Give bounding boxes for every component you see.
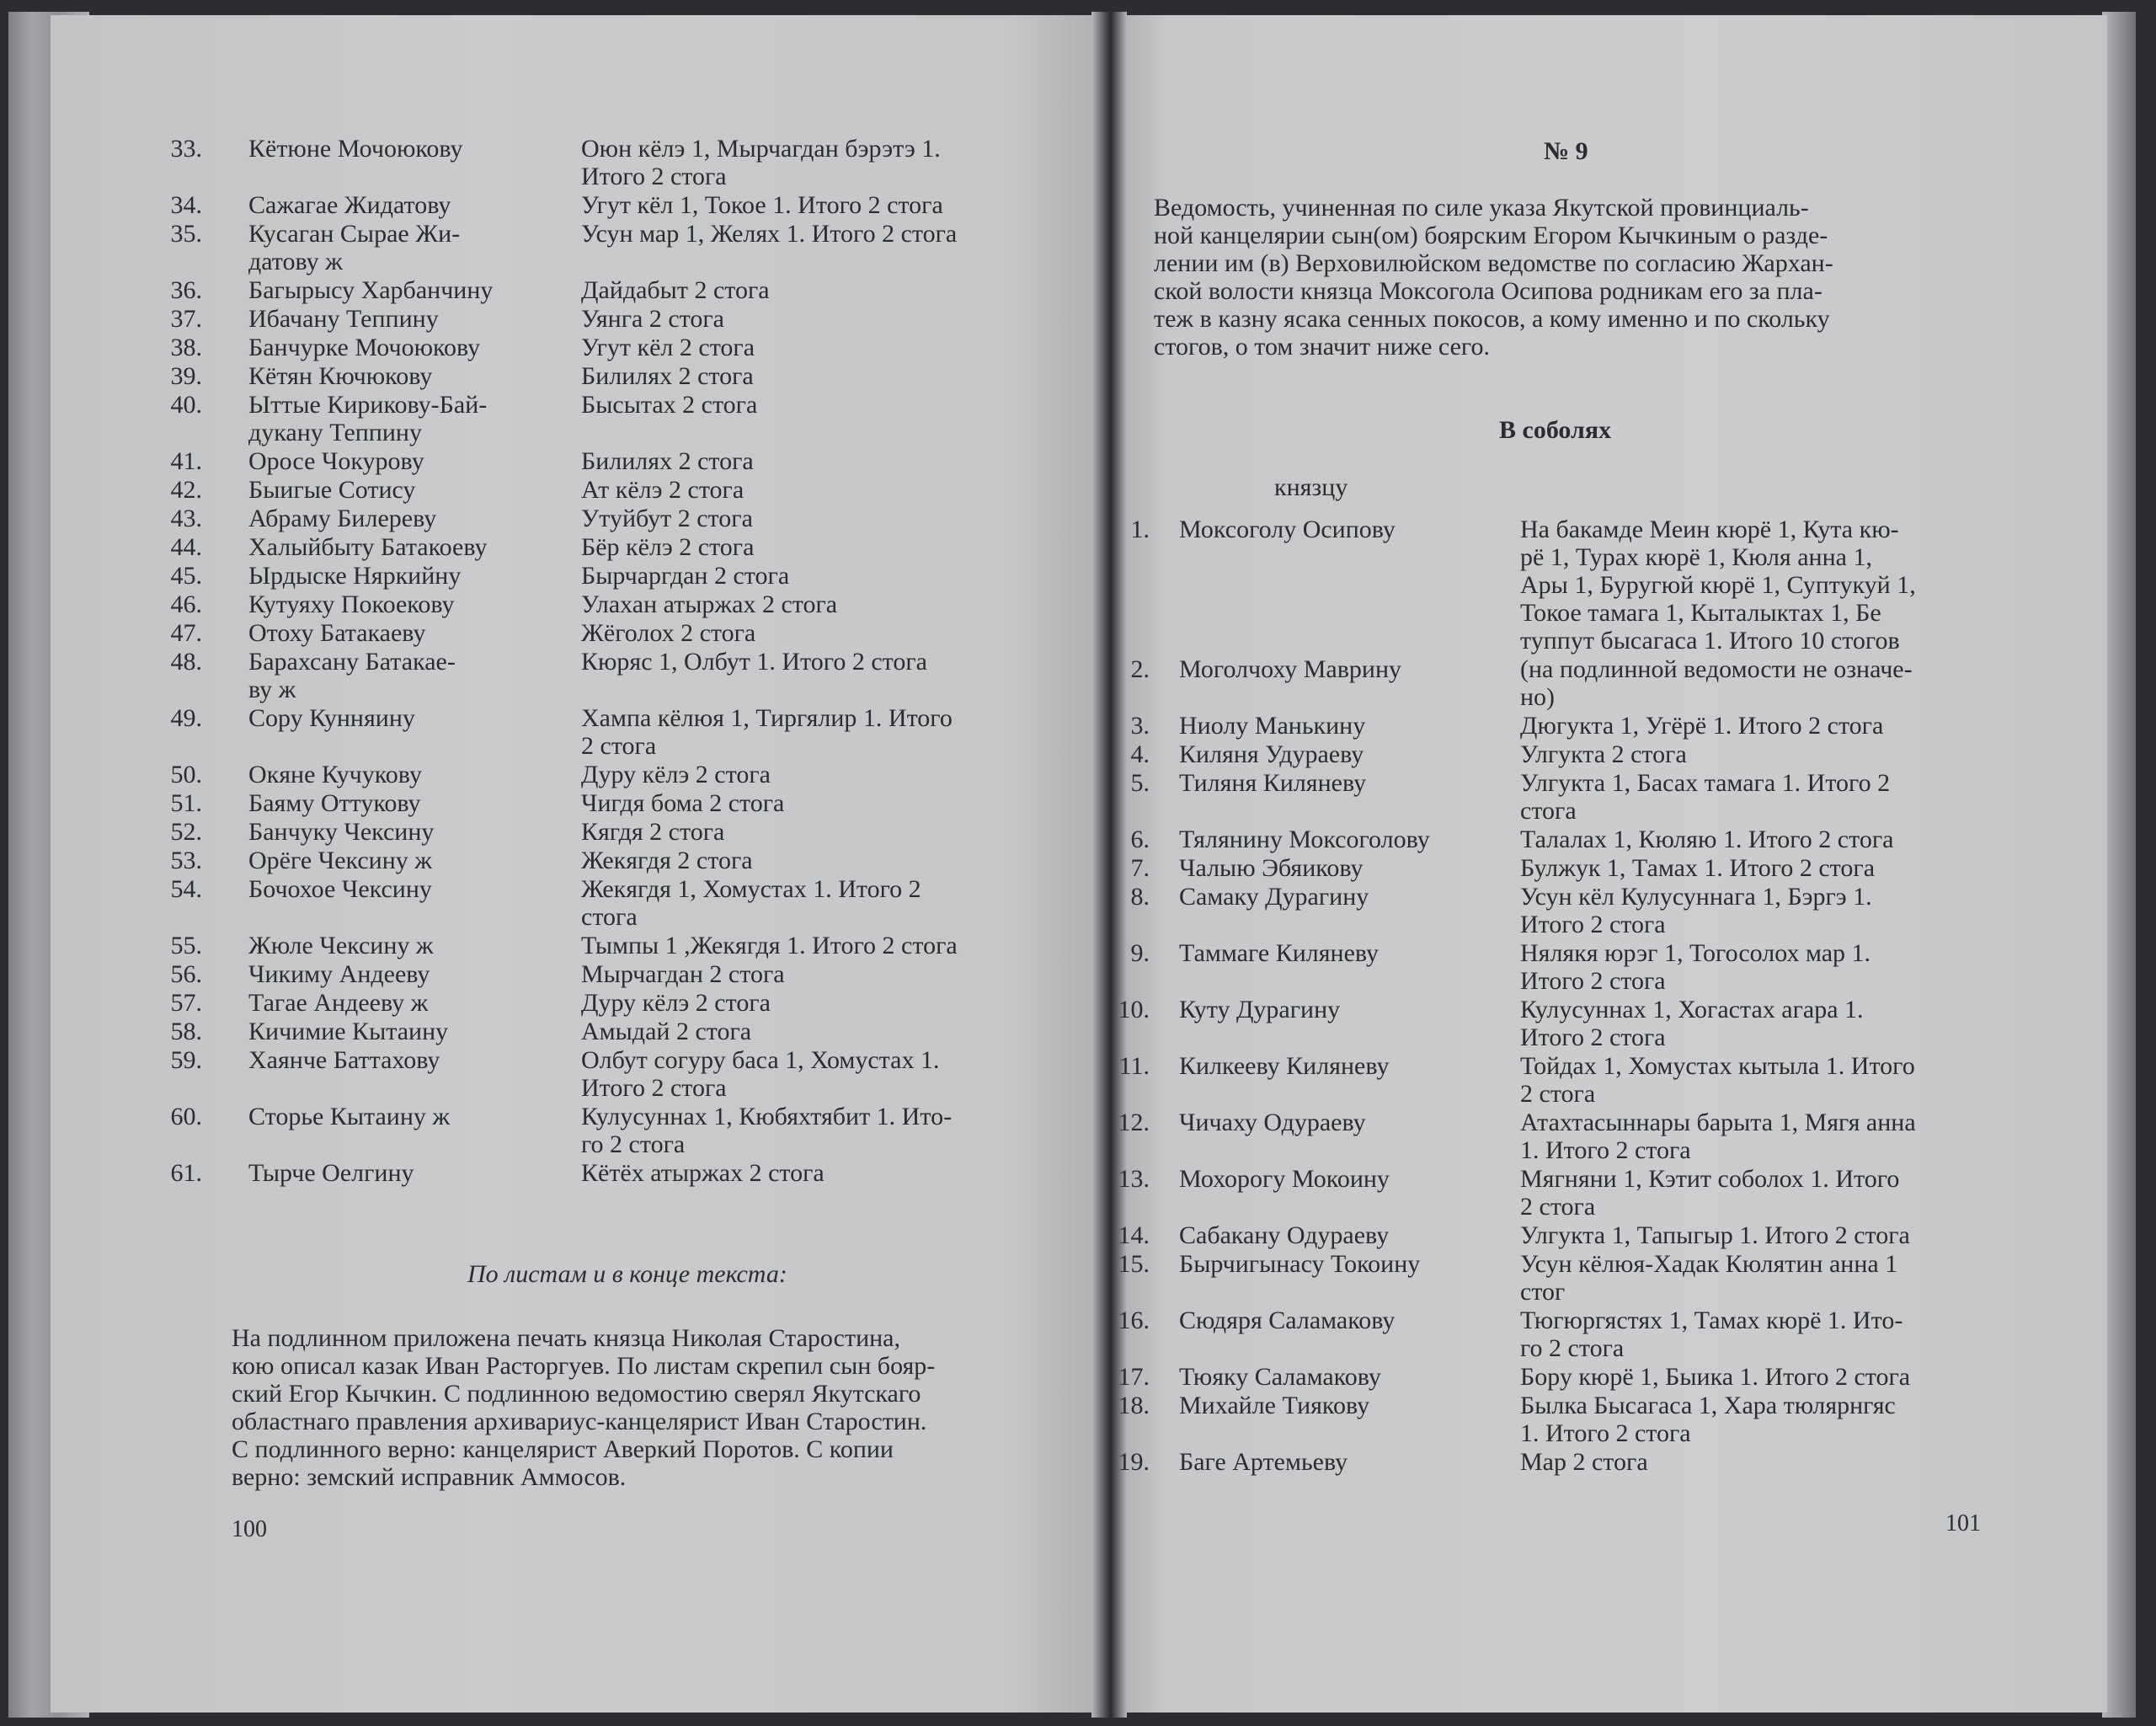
entry-value-line: туппут бысагаса 1. Итого 10 стогов — [1520, 627, 1900, 655]
entry-value-line: Кётёх атыржах 2 стога — [581, 1159, 825, 1187]
entry-value-line: Жёголох 2 стога — [581, 619, 756, 647]
entry-value-line: Билилях 2 стога — [581, 362, 754, 390]
paragraph-line: теж в казну ясака сенных покосов, а кому именно и по скольку — [1154, 305, 1830, 333]
entry-number: 35. — [170, 220, 202, 248]
entry-number: 7. — [1130, 854, 1150, 882]
entry-value-line: Утуйбут 2 стога — [581, 505, 753, 532]
entry-value-line: Тойдах 1, Хомустах кытыла 1. Итого — [1520, 1052, 1915, 1080]
entry-name-line: Халыйбыту Батакоеву — [248, 533, 488, 561]
entry-value-line: Кягдя 2 стога — [581, 818, 725, 846]
entry-number: 61. — [170, 1159, 202, 1187]
entry-value-line: (на подлинной ведомости не означе- — [1520, 655, 1913, 683]
entry-name-line: Быигые Сотису — [248, 476, 416, 504]
entry-number: 50. — [170, 761, 202, 788]
entry-name-line: Куту Дурагину — [1179, 996, 1341, 1023]
left-subheading: По листам и в конце текста: — [467, 1260, 787, 1288]
entry-number: 40. — [170, 391, 202, 419]
paragraph-line: ной канцелярии сын(ом) боярским Егором Кычкиным о разде- — [1154, 222, 1828, 249]
entry-value-line: 1. Итого 2 стога — [1520, 1136, 1691, 1164]
entry-number: 2. — [1130, 655, 1150, 683]
entry-value-line: Тымпы 1 ,Жекягдя 1. Итого 2 стога — [581, 932, 958, 959]
entry-value-line: Угут кёл 2 стога — [581, 334, 755, 361]
entry-name-line: Киляня Удураеву — [1179, 740, 1364, 768]
entry-name-line: Хаянче Баттахову — [248, 1046, 440, 1074]
entry-value-line: Кулусуннах 1, Хогастах агара 1. — [1520, 996, 1864, 1023]
entry-value-line: но) — [1520, 683, 1556, 711]
entry-value-line: Улахан атыржах 2 стога — [581, 590, 838, 618]
entry-name-line: Бырчигынасу Токоину — [1179, 1250, 1421, 1278]
entry-number: 3. — [1130, 712, 1150, 740]
entry-number: 46. — [170, 590, 202, 618]
entry-number: 39. — [170, 362, 202, 390]
entry-value-line: Ары 1, Буругюй кюрё 1, Суптукуй 1, — [1520, 571, 1916, 599]
entry-value-line: Бору кюрё 1, Быика 1. Итого 2 стога — [1520, 1363, 1911, 1391]
left-page-number: 100 — [232, 1516, 267, 1542]
entry-value-line: Кюряс 1, Олбут 1. Итого 2 стога — [581, 648, 927, 676]
entry-value-line: го 2 стога — [581, 1130, 686, 1158]
entry-name-line: Тиляня Киляневу — [1179, 769, 1367, 797]
entry-number: 34. — [170, 191, 202, 219]
entry-name-line: Тагае Андееву ж — [248, 989, 429, 1017]
entry-name-line: Чикиму Андееву — [248, 960, 430, 988]
section-heading: В соболях — [1499, 416, 1612, 444]
entry-value-line: 2 стога — [581, 732, 657, 760]
document-number: № 9 — [1544, 137, 1588, 165]
entry-value-line: Дюгукта 1, Угёрё 1. Итого 2 стога — [1520, 712, 1884, 740]
paragraph-line: ский Егор Кычкин. С подлинною ведомостию сверял Якутскаго — [232, 1380, 921, 1408]
entry-number: 15. — [1118, 1250, 1150, 1278]
entry-value-line: Оюн кёлэ 1, Мырчагдан бэрэтэ 1. — [581, 135, 941, 163]
entry-value-line: Усун кёлюя-Хадак Кюлятин анна 1 — [1520, 1250, 1898, 1278]
entry-name-line: Моксоголу Осипову — [1179, 516, 1396, 543]
entry-number: 45. — [170, 562, 202, 590]
entry-name-line: Кусаган Сырае Жи- — [248, 220, 461, 248]
entry-value-line: Дайдабыт 2 стога — [581, 276, 770, 304]
entry-value-line: стога — [1520, 797, 1577, 825]
paragraph-line: кою описал казак Иван Расторгуев. По листам скрепил сын бояр- — [232, 1352, 936, 1380]
entry-value-line: Талалах 1, Кюляю 1. Итого 2 стога — [1520, 826, 1894, 853]
left-closing-paragraph — [232, 1324, 935, 1491]
entry-number: 48. — [170, 648, 202, 676]
entry-value-line: 2 стога — [1520, 1080, 1596, 1108]
entry-number: 10. — [1118, 996, 1150, 1023]
entry-name-line: Оросе Чокурову — [248, 447, 424, 475]
right-page-number: 101 — [1945, 1510, 1981, 1536]
entry-number: 53. — [170, 847, 202, 874]
entry-value-line: Улгукта 2 стога — [1520, 740, 1687, 768]
entry-number: 19. — [1118, 1448, 1150, 1476]
entry-name-line: Чичаху Одураеву — [1179, 1109, 1366, 1136]
entry-number: 18. — [1118, 1392, 1150, 1419]
entry-name-line: Кичимие Кытаину — [248, 1018, 449, 1045]
entry-number: 12. — [1118, 1109, 1150, 1136]
entry-value-line: Былка Бысагаса 1, Хара тюлярнгяс — [1520, 1392, 1896, 1419]
entry-number: 37. — [170, 305, 202, 333]
entry-name-line: Кётюне Мочоюкову — [248, 135, 463, 163]
entry-name-line: Таммаге Киляневу — [1179, 939, 1380, 967]
paragraph-line: Ведомость, учиненная по силе указа Якутской провинциаль- — [1154, 194, 1809, 222]
entry-value-line: рё 1, Турах кюрё 1, Кюля анна 1, — [1520, 543, 1872, 571]
entry-number: 9. — [1130, 939, 1150, 967]
entry-name-line: Моголчоху Маврину — [1179, 655, 1402, 683]
entry-name-line: датову ж — [248, 248, 343, 275]
entry-value-line: Токое тамага 1, Кыталыктах 1, Бе — [1520, 599, 1881, 627]
entry-name-line: ву ж — [248, 676, 296, 703]
entry-number: 41. — [170, 447, 202, 475]
entry-name-line: Банчурке Мочоюкову — [248, 334, 481, 361]
right-page-edges — [2102, 12, 2136, 1718]
entry-value-line: Кулусуннах 1, Кюбяхтябит 1. Ито- — [581, 1103, 953, 1130]
entry-number: 44. — [170, 533, 202, 561]
right-intro-paragraph — [1154, 194, 1833, 361]
entry-name-line: Килкееву Киляневу — [1179, 1052, 1390, 1080]
entry-value-line: стога — [581, 903, 638, 931]
paragraph-line: лении им (в) Верховилюйском ведомстве по согласию Жархан- — [1154, 249, 1833, 277]
entry-value-line: Мар 2 стога — [1520, 1448, 1648, 1476]
entry-name-line: Ырдыске Няркийну — [248, 562, 462, 590]
entry-number: 1. — [1130, 516, 1150, 543]
paragraph-line: На подлинном приложена печать князца Николая Старостина, — [232, 1324, 900, 1352]
entry-number: 38. — [170, 334, 202, 361]
entry-value-line: Хампа кёлюя 1, Тиргялир 1. Итого — [581, 704, 953, 732]
entry-value-line: Итого 2 стога — [1520, 1023, 1666, 1051]
entry-name-line: Жюле Чексину ж — [248, 932, 434, 959]
entry-value-line: Угут кёл 1, Токое 1. Итого 2 стога — [581, 191, 943, 219]
entry-number: 51. — [170, 789, 202, 817]
entry-name-line: Михайле Тиякову — [1179, 1392, 1370, 1419]
entry-name-line: Багырысу Харбанчину — [248, 276, 494, 304]
entry-value-line: На бакамде Меин кюрё 1, Кута кю- — [1520, 516, 1899, 543]
entry-number: 60. — [170, 1103, 202, 1130]
entry-number: 58. — [170, 1018, 202, 1045]
entry-value-line: Итого 2 стога — [581, 163, 727, 190]
entry-name-line: Абраму Билереву — [248, 505, 437, 532]
entry-value-line: 2 стога — [1520, 1193, 1596, 1221]
entry-number: 11. — [1118, 1052, 1150, 1080]
entry-value-line: Бысытах 2 стога — [581, 391, 758, 419]
entry-value-line: Нялякя юрэг 1, Тогосолох мар 1. — [1520, 939, 1871, 967]
entry-number: 8. — [1130, 883, 1150, 911]
entry-name-line: Ибачану Теппину — [248, 305, 439, 333]
entry-value-line: Улгукта 1, Тапыгыр 1. Итого 2 стога — [1520, 1221, 1910, 1249]
entry-value-line: Атахтасыннары барыта 1, Мягя анна — [1520, 1109, 1916, 1136]
entry-name-line: дукану Теппину — [248, 419, 422, 446]
entry-name-line: Ыттые Кирикову-Бай- — [248, 391, 488, 419]
entry-value-line: Усун мар 1, Желях 1. Итого 2 стога — [581, 220, 958, 248]
entry-number: 59. — [170, 1046, 202, 1074]
entry-name-line: Мохорогу Мокоину — [1179, 1165, 1390, 1193]
entry-value-line: Ат кёлэ 2 стога — [581, 476, 744, 504]
entry-number: 56. — [170, 960, 202, 988]
entry-value-line: Олбут согуру баса 1, Хомустах 1. — [581, 1046, 940, 1074]
paragraph-line: областнаго правления архивариус-канцелярист Иван Старостин. — [232, 1408, 927, 1435]
entry-number: 57. — [170, 989, 202, 1017]
entry-value-line: Мягняни 1, Кэтит соболох 1. Итого — [1520, 1165, 1900, 1193]
paragraph-line: ской волости князца Моксогола Осипова родникам его за пла- — [1154, 277, 1822, 305]
entry-name-line: Баге Артемьеву — [1179, 1448, 1348, 1476]
entry-number: 17. — [1118, 1363, 1150, 1391]
paragraph-line: стогов, о том значит ниже сего. — [1154, 333, 1490, 361]
entry-name-line: Окяне Кучукову — [248, 761, 422, 788]
paragraph-line: С подлинного верно: канцелярист Аверкий Поротов. С копии — [232, 1435, 894, 1463]
entry-name-line: Сюдяря Саламакову — [1179, 1307, 1396, 1334]
entry-value-line: Мырчагдан 2 стога — [581, 960, 785, 988]
entry-number: 54. — [170, 875, 202, 903]
entry-value-line: Дуру кёлэ 2 стога — [581, 989, 771, 1017]
entry-number: 36. — [170, 276, 202, 304]
entry-name-line: Тялянину Моксоголову — [1179, 826, 1430, 853]
entry-value-line: Улгукта 1, Басах тамага 1. Итого 2 — [1520, 769, 1891, 797]
entry-number: 42. — [170, 476, 202, 504]
entry-name-line: Барахсану Батакае- — [248, 648, 456, 676]
entry-value-line: 1. Итого 2 стога — [1520, 1419, 1691, 1447]
entry-value-line: Бырчаргдан 2 стога — [581, 562, 790, 590]
entry-value-line: Усун кёл Кулусуннага 1, Бэргэ 1. — [1520, 883, 1872, 911]
entry-value-line: Амыдай 2 стога — [581, 1018, 752, 1045]
entry-number: 4. — [1130, 740, 1150, 768]
entry-value-line: Жекягдя 2 стога — [581, 847, 753, 874]
entry-value-line: Булжук 1, Тамах 1. Итого 2 стога — [1520, 854, 1876, 882]
entry-value-line: Жекягдя 1, Хомустах 1. Итого 2 — [581, 875, 921, 903]
entry-number: 6. — [1130, 826, 1150, 853]
entry-value-line: Билилях 2 стога — [581, 447, 754, 475]
entry-name-line: Банчуку Чексину — [248, 818, 435, 846]
entry-number: 49. — [170, 704, 202, 732]
entry-name-line: Кётян Кючюкову — [248, 362, 433, 390]
entry-number: 47. — [170, 619, 202, 647]
entry-name-line: Кутуяху Покоекову — [248, 590, 455, 618]
entry-name-line: Тюяку Саламакову — [1179, 1363, 1381, 1391]
entry-value-line: Итого 2 стога — [1520, 911, 1666, 938]
entry-number: 33. — [170, 135, 202, 163]
entry-value-line: Тюгюргястях 1, Тамах кюрё 1. Ито- — [1520, 1307, 1903, 1334]
entry-name-line: Ниолу Манькину — [1179, 712, 1366, 740]
entry-name-line: Чалыю Эбяикову — [1179, 854, 1364, 882]
entry-number: 5. — [1130, 769, 1150, 797]
entry-name-line: Сторье Кытаину ж — [248, 1103, 451, 1130]
entry-value-line: Чигдя бома 2 стога — [581, 789, 785, 817]
entry-value-line: Бёр кёлэ 2 стога — [581, 533, 755, 561]
entry-number: 13. — [1118, 1165, 1150, 1193]
paragraph-line: верно: земский исправник Аммосов. — [232, 1463, 627, 1491]
entry-name-line: Самаку Дурагину — [1179, 883, 1369, 911]
entry-value-line: Уянга 2 стога — [581, 305, 724, 333]
entry-number: 43. — [170, 505, 202, 532]
entry-number: 16. — [1118, 1307, 1150, 1334]
column-label: князцу — [1274, 473, 1348, 501]
entry-name-line: Сору Кунняину — [248, 704, 415, 732]
entry-value-line: го 2 стога — [1520, 1334, 1625, 1362]
entry-name-line: Орёге Чексину ж — [248, 847, 432, 874]
entry-number: 52. — [170, 818, 202, 846]
entry-number: 14. — [1118, 1221, 1150, 1249]
entry-name-line: Баяму Оттукову — [248, 789, 421, 817]
entry-name-line: Тырче Оелгину — [248, 1159, 414, 1187]
entry-value-line: Дуру кёлэ 2 стога — [581, 761, 771, 788]
entry-value-line: стог — [1520, 1278, 1566, 1306]
entry-value-line: Итого 2 стога — [1520, 967, 1666, 995]
entry-number: 55. — [170, 932, 202, 959]
entry-name-line: Сабакану Одураеву — [1179, 1221, 1390, 1249]
entry-name-line: Сажагае Жидатову — [248, 191, 451, 219]
entry-value-line: Итого 2 стога — [581, 1074, 727, 1102]
entry-name-line: Отоху Батакаеву — [248, 619, 426, 647]
entry-name-line: Бочохое Чексину — [248, 875, 432, 903]
